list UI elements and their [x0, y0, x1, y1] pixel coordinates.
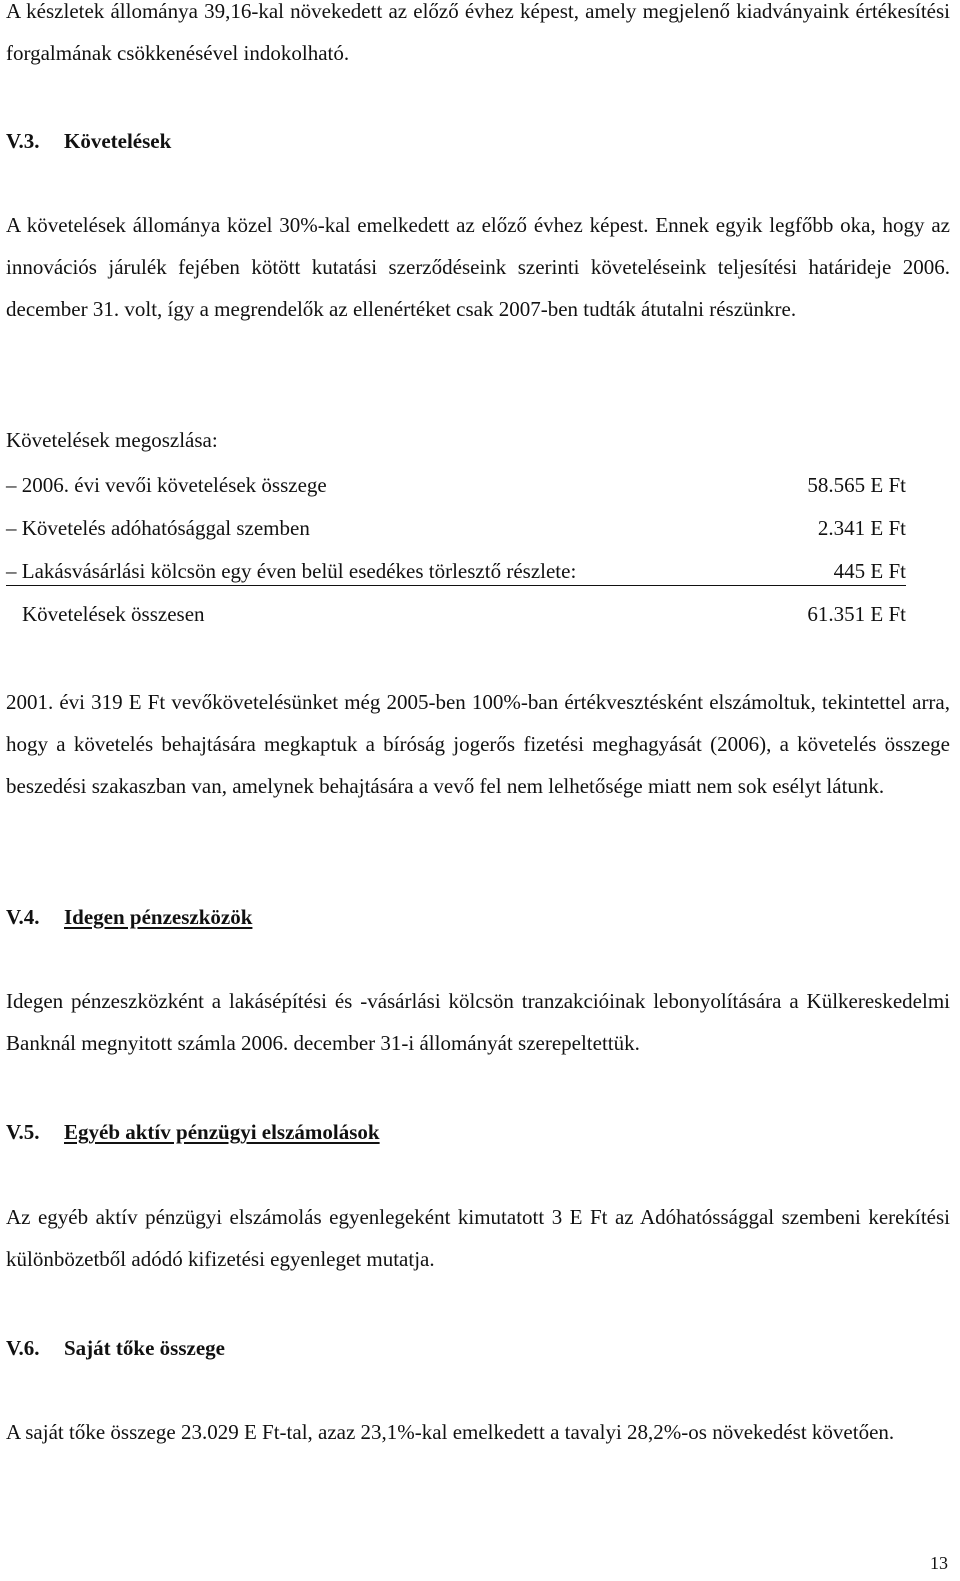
doubtful-receivable-paragraph: 2001. évi 319 E Ft vevőkövetelésünket még 2005-ben 100%-ban értékvesztésként elszámoltuk, tekintettel arra, hogy a követelés behajtására megkaptuk a bíróság jogerős fizetési meghagyását (2006), a követelés összege beszedési szakaszban van, amelynek behajtására a vevő fel nem lelhetősége miatt nem sok esélyt látunk. [6, 690, 950, 798]
section-heading-v3 [6, 126, 171, 156]
section-number: V.5. [6, 1120, 40, 1144]
breakdown-title: Követelések megoszlása: [6, 428, 218, 452]
breakdown-row: – 2006. évi vevői követelések összege 58.565 E Ft [6, 473, 906, 497]
other-settlements-paragraph: Az egyéb aktív pénzügyi elszámolás egyenlegeként kimutatott 3 E Ft az Adóhatóssággal szembeni kerekítési különbözetből adódó kifizetési egyenleget mutatja. [6, 1205, 950, 1271]
intro-paragraph: A készletek állománya 39,16-kal növekedett az előző évhez képest, amely megjelenő kiadványaink értékesítési forgalmának csökkenésével indokolható. [6, 0, 950, 65]
breakdown-row: – Követelés adóhatósággal szemben 2.341 E Ft [6, 516, 906, 540]
section-heading-v6 [6, 1333, 225, 1363]
section-title: Idegen pénzeszközök [64, 905, 253, 929]
receivables-paragraph: A követelések állománya közel 30%-kal emelkedett az előző évhez képest. Ennek egyik legfőbb oka, hogy az innovációs járulék fejében kötött kutatási szerződéseink szerinti követeléseink teljesítési határideje 2006. december 31. volt, így a megrendelők az ellenértéket csak 2007-ben tudták átutalni részünkre. [6, 213, 950, 321]
equity-paragraph: A saját tőke összege 23.029 E Ft-tal, azaz 23,1%-kal emelkedett a tavalyi 28,2%-os növekedést követően. [6, 1420, 895, 1444]
breakdown-row-underlined: – Lakásvásárlási kölcsön egy éven belül esedékes törlesztő részlete: 445 E Ft [6, 556, 906, 586]
breakdown-total-row: Követelések összesen 61.351 E Ft [22, 602, 906, 626]
page-number: 13 [930, 1553, 948, 1573]
section-number: V.6. [6, 1336, 40, 1360]
section-title: Saját tőke összege [64, 1336, 225, 1360]
section-number: V.4. [6, 905, 40, 929]
section-title: Követelések [64, 129, 172, 153]
section-heading-v5 [6, 1117, 380, 1147]
section-heading-v4 [6, 902, 252, 932]
section-title: Egyéb aktív pénzügyi elszámolások [64, 1120, 380, 1144]
section-number: V.3. [6, 129, 40, 153]
foreign-funds-paragraph: Idegen pénzeszközként a lakásépítési és -vásárlási kölcsön tranzakcióinak lebonyolítására a Külkereskedelmi Banknál megnyitott számla 2006. december 31-i állományát szerepeltettük. [6, 989, 950, 1055]
